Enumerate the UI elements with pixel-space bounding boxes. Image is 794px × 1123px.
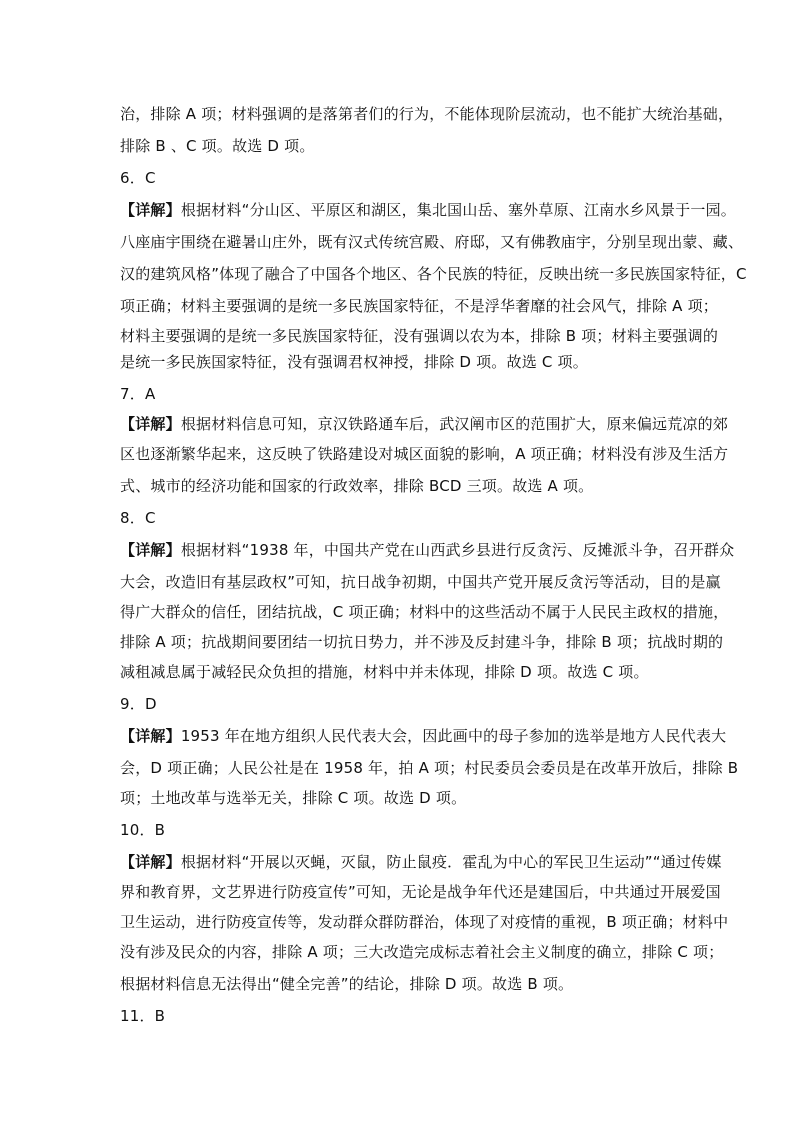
q8-line-3: 得广大群众的信任，团结抗战，C 项正确；材料中的这些活动不属于人民民主政权的措施，	[120, 603, 729, 621]
q6-detail-tag: 【详解】	[120, 201, 181, 219]
q9-line-1-text: 1953 年在地方组织人民代表大会，因此画中的母子参加的选举是地方人民代表大	[180, 727, 727, 745]
q8-line-1-text: 根据材料“1938 年，中国共产党在山西武乡县进行反贪污、反摊派斗争，召开群众	[180, 541, 735, 559]
q7-line-1-text: 根据材料信息可知，京汉铁路通车后，武汉阐市区的范围扩大，原来偏远荒凉的郊	[180, 415, 729, 433]
q5-line-1: 治，排除 A 项；材料强调的是落第者们的行为，不能体现阶层流动，也不能扩大统治基础，	[120, 105, 734, 123]
q6-line-2: 八座庙宇围绕在避暑山庄外，既有汉式传统宫殿、府邸，又有佛教庙宇，分别呈现出蒙、藏、	[120, 233, 744, 251]
q8-line-5: 减租减息属于减轻民众负担的措施，材料中并未体现，排除 D 项。故选 C 项。	[120, 663, 649, 681]
q6-answer-number: 6．C	[120, 169, 156, 187]
q8-line-1	[120, 540, 735, 560]
q10-line-2: 界和教育界，文艺界进行防疫宣传”可知，无论是战争年代还是建国后，中共通过开展爱国	[120, 883, 721, 901]
q9-line-3: 项；土地改革与选举无关，排除 C 项。故选 D 项。	[120, 789, 467, 807]
q8-line-2: 大会，改造旧有基层政权”可知，抗日战争初期，中国共产党开展反贪污等活动，目的是赢	[120, 573, 721, 591]
q11-answer-number: 11．B	[120, 1007, 166, 1025]
q10-detail-tag: 【详解】	[120, 853, 181, 871]
q10-answer-number: 10．B	[120, 821, 166, 839]
q10-line-3: 卫生运动，进行防疫宣传等，发动群众群防群治，体现了对疫情的重视，B 项正确；材料中	[120, 913, 729, 931]
q6-line-5: 材料主要强调的是统一多民族国家特征，没有强调以农为本，排除 B 项；材料主要强调的	[120, 327, 719, 345]
q6-line-6: 是统一多民族国家特征，没有强调君权神授，排除 D 项。故选 C 项。	[120, 353, 588, 371]
q8-answer-number: 8．C	[120, 509, 156, 527]
q6-line-1	[120, 200, 736, 220]
q10-line-5: 根据材料信息无法得出“健全完善”的结论，排除 D 项。故选 B 项。	[120, 975, 574, 993]
q6-line-1-text: 根据材料“分山区、平原区和湖区，集北国山岳、塞外草原、江南水乡风景于一园。	[180, 201, 736, 219]
q9-line-1	[120, 726, 727, 746]
q7-line-1	[120, 414, 729, 434]
q8-line-4: 排除 A 项；抗战期间要团结一切抗日势力，并不涉及反封建斗争，排除 B 项；抗战时期的	[120, 633, 724, 651]
q10-line-1	[120, 852, 722, 872]
q5-line-2: 排除 B 、C 项。故选 D 项。	[120, 137, 315, 155]
q9-detail-tag: 【详解】	[120, 727, 181, 745]
q6-line-4: 项正确；材料主要强调的是统一多民族国家特征，不是浮华奢靡的社会风气，排除 A 项；	[120, 297, 719, 315]
q6-line-3: 汉的建筑风格”体现了融合了中国各个地区、各个民族的特征，反映出统一多民族国家特征，C	[120, 265, 747, 283]
q7-line-2: 区也逐渐繁华起来，这反映了铁路建设对城区面貌的影响，A 项正确；材料没有涉及生活方	[120, 445, 729, 463]
q10-line-1-text: 根据材料“开展以灭蝇，灭鼠，防止鼠疫．霍乱为中心的军民卫生运动”“通过传媒	[180, 853, 722, 871]
q7-detail-tag: 【详解】	[120, 415, 181, 433]
q8-detail-tag: 【详解】	[120, 541, 181, 559]
q7-answer-number: 7．A	[120, 385, 156, 403]
q9-answer-number: 9．D	[120, 695, 157, 713]
q7-line-3: 式、城市的经济功能和国家的行政效率，排除 BCD 三项。故选 A 项。	[120, 477, 594, 495]
q10-line-4: 没有涉及民众的内容，排除 A 项；三大改造完成标志着社会主义制度的确立，排除 C 项；	[120, 943, 724, 961]
q9-line-2: 会，D 项正确；人民公社是在 1958 年，拍 A 项；村民委员会委员是在改革开放后，排除 B	[120, 759, 739, 777]
